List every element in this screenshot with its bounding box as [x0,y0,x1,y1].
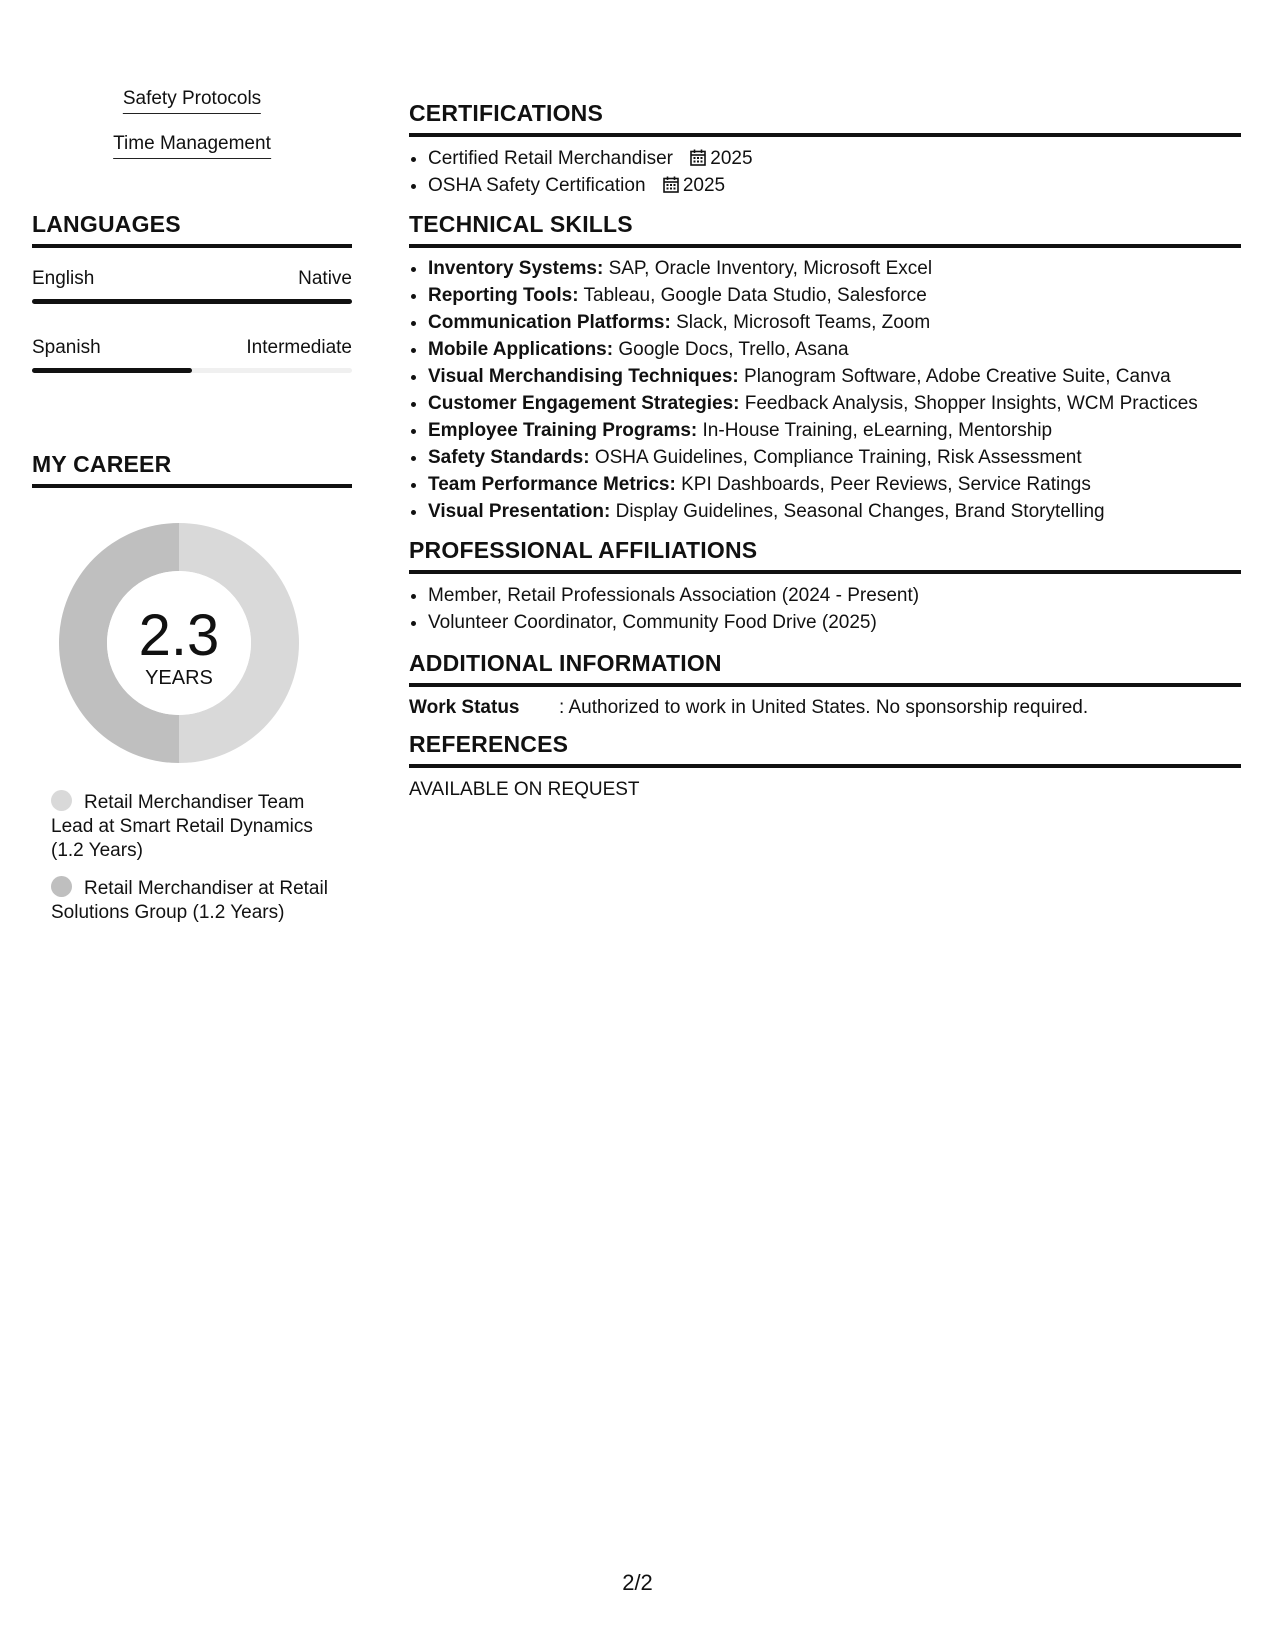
technical-skill-item [428,255,1241,282]
technical-skills-list [409,255,1241,525]
languages-title: LANGUAGES [32,211,352,248]
language-bar-spanish [32,368,352,373]
technical-skill-item [428,471,1241,498]
affiliations-list [409,582,1241,636]
technical-skill-item [428,390,1241,417]
references-section [409,731,1241,801]
certifications-title: CERTIFICATIONS [409,100,1241,137]
languages-section [32,211,352,248]
career-role-label: Retail Merchandiser at Retail Solutions Group (1.2 Years) [51,878,328,923]
language-level: Intermediate [246,337,352,358]
calendar-icon [690,149,706,166]
skill-values: In-House Training, eLearning, Mentorship [702,420,1053,441]
affiliations-title: PROFESSIONAL AFFILIATIONS [409,537,1241,574]
certifications-section [409,100,1241,199]
certification-date [663,175,725,196]
work-status-value: : Authorized to work in United States. No sponsorship required. [559,697,1089,718]
technical-skill-item [428,309,1241,336]
certification-year: 2025 [710,148,753,169]
skill-values: KPI Dashboards, Peer Reviews, Service Ratings [681,474,1091,495]
calendar-icon [663,176,679,193]
skill-category: Communication Platforms: [428,312,671,333]
skill-values: SAP, Oracle Inventory, Microsoft Excel [608,258,933,279]
career-section [32,451,352,488]
technical-skill-item [428,363,1241,390]
certification-date [690,148,752,169]
career-donut-chart [56,520,302,766]
language-name: Spanish [32,337,101,358]
skill-category: Employee Training Programs: [428,420,698,441]
technical-skill-item [428,498,1241,525]
language-bar-fill [32,299,352,304]
skill-values: Display Guidelines, Seasonal Changes, Brand Storytelling [615,501,1105,522]
language-bar-fill [32,368,192,373]
skill-values: Slack, Microsoft Teams, Zoom [676,312,931,333]
certification-name: OSHA Safety Certification [428,175,646,196]
technical-skill-item [428,282,1241,309]
skill-tag-time-management[interactable]: Time Management [113,133,271,159]
career-legend-item [51,790,341,863]
certification-year: 2025 [682,175,726,196]
career-role-label: Retail Merchandiser Team Lead at Smart Retail Dynamics (1.2 Years) [51,792,313,861]
skill-values: Planogram Software, Adobe Creative Suite, Canva [744,366,1171,387]
technical-skill-item [428,444,1241,471]
language-row-spanish [32,337,352,359]
technical-skills-section [409,211,1241,525]
affiliations-section [409,537,1241,636]
skill-values: Feedback Analysis, Shopper Insights, WCM Practices [744,393,1198,414]
page-number: 2/2 [622,1570,653,1595]
additional-info-section [409,650,1241,719]
work-status-label: Work Status [409,697,520,718]
skill-category: Inventory Systems: [428,258,604,279]
skill-tag-safety-protocols[interactable]: Safety Protocols [123,88,261,114]
references-text: AVAILABLE ON REQUEST [409,779,640,800]
legend-dot-icon [51,790,72,811]
skill-category: Visual Merchandising Techniques: [428,366,739,387]
skill-category: Safety Standards: [428,447,590,468]
affiliation-item: • Member, Retail Professionals Association (2024 - Present) [428,582,1241,609]
language-level: Native [298,268,352,289]
additional-info-title: ADDITIONAL INFORMATION [409,650,1241,687]
skill-category: Mobile Applications: [428,339,614,360]
skill-values: Tableau, Google Data Studio, Salesforce [583,285,927,306]
references-title: REFERENCES [409,731,1241,768]
certification-item [428,145,1241,172]
skill-values: OSHA Guidelines, Compliance Training, Risk Assessment [594,447,1082,468]
skill-category: Customer Engagement Strategies: [428,393,740,414]
skill-values: Google Docs, Trello, Asana [618,339,849,360]
skill-category: Visual Presentation: [428,501,611,522]
work-status-row [409,697,1241,719]
career-total-value: 2.3 [138,603,220,668]
certification-item [428,172,1241,199]
career-title: MY CAREER [32,451,352,488]
language-row-english [32,268,352,290]
career-total-unit: YEARS [145,667,213,689]
skill-category: Reporting Tools: [428,285,579,306]
certifications-list [409,145,1241,199]
skill-category: Team Performance Metrics: [428,474,676,495]
certification-name: Certified Retail Merchandiser [428,148,673,169]
technical-skills-title: TECHNICAL SKILLS [409,211,1241,248]
language-name: English [32,268,95,289]
career-legend-item [51,876,341,925]
affiliation-item: • Volunteer Coordinator, Community Food Drive (2025) [428,609,1241,636]
language-bar-english [32,299,352,304]
technical-skill-item [428,336,1241,363]
technical-skill-item [428,417,1241,444]
legend-dot-icon [51,876,72,897]
